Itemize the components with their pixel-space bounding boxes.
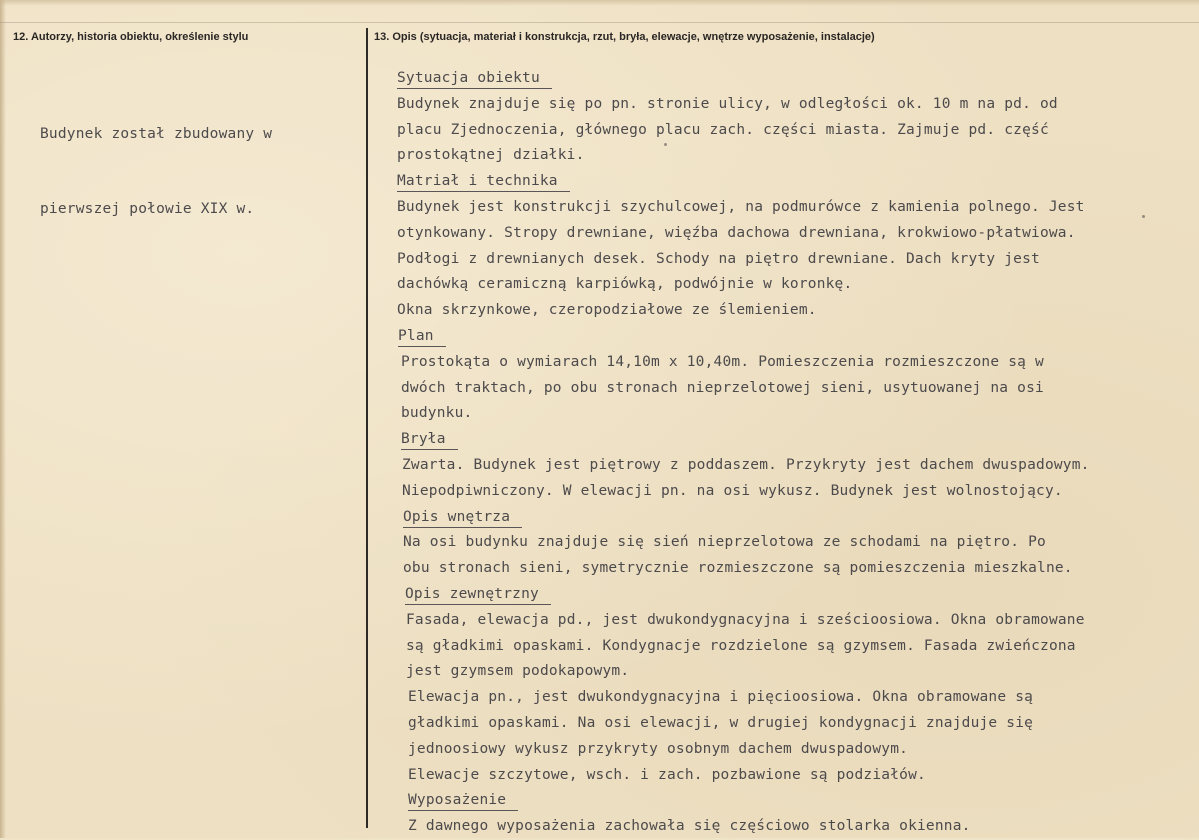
text-line	[397, 350, 1090, 376]
section-heading-text: Opis wnętrza	[403, 508, 522, 528]
text-line-content: Okna skrzynkowe, czeropodziałowe ze ślemieniem.	[397, 302, 817, 319]
field-12-label: 12. Autorzy, historia obiektu, określenie stylu	[13, 31, 249, 43]
field-12-content	[40, 72, 272, 272]
text-line	[397, 195, 1090, 221]
section-heading	[397, 66, 1090, 92]
text-line-content: Niepodpiwniczony. W elewacji pn. na osi wykusz. Budynek jest wolnostojący.	[402, 482, 1063, 499]
section-heading	[397, 505, 1090, 531]
text-line-content: jest gzymsem podokapowym.	[406, 663, 630, 680]
text-line-content: Z dawnego wyposażenia zachowała się częściowo stolarka okienna.	[408, 818, 971, 835]
field-13-label: 13. Opis (sytuacja, materiał i konstrukcja, rzut, bryła, elewacje, wnętrze wyposażenie, instalacje)	[374, 31, 875, 43]
column-divider	[366, 28, 368, 828]
text-line	[397, 143, 1090, 169]
text-line	[397, 401, 1090, 427]
text-line-content: Budynek jest konstrukcji szychulcowej, na podmurówce z kamienia polnego. Jest	[397, 198, 1085, 215]
section-heading	[397, 582, 1090, 608]
header-rule	[0, 22, 1199, 23]
text-line	[397, 608, 1090, 634]
ink-smudge	[1142, 215, 1145, 218]
text-line-content: prostokątnej działki.	[397, 147, 585, 164]
text-line	[397, 556, 1090, 582]
text-line-content: jednoosiowy wykusz przykryty osobnym dachem dwuspadowym.	[408, 740, 909, 757]
field-13-content	[397, 66, 1090, 840]
field-12-line: Budynek został zbudowany w	[40, 126, 273, 142]
ink-smudge	[664, 143, 667, 146]
text-line-content: otynkowany. Stropy drewniane, więźba dachowa drewniana, krokwiowo-płatwiowa.	[397, 224, 1076, 241]
text-line	[397, 814, 1090, 840]
text-line-content: dwóch traktach, po obu stronach nieprzelotowej sieni, usytuowanej na osi	[401, 379, 1044, 396]
text-line	[397, 659, 1090, 685]
text-line	[397, 711, 1090, 737]
section-heading	[397, 427, 1090, 453]
text-line	[397, 685, 1090, 711]
section-heading-text: Sytuacja obiektu	[397, 69, 552, 89]
section-heading	[397, 324, 1090, 350]
text-line-content: są gładkimi opaskami. Kondygnacje rozdzielone są gzymsem. Fasada zwieńczona	[406, 637, 1076, 654]
text-line	[397, 479, 1090, 505]
field-12-line: pierwszej połowie XIX w.	[40, 201, 255, 217]
text-line	[397, 247, 1090, 273]
section-heading-text: Matriał i technika	[397, 172, 570, 192]
section-heading	[397, 169, 1090, 195]
text-line	[397, 737, 1090, 763]
text-line-content: gładkimi opaskami. Na osi elewacji, w drugiej kondygnacji znajduje się	[408, 714, 1034, 731]
text-line	[397, 453, 1090, 479]
text-line-content: dachówką ceramiczną karpiówką, podwójnie w koronkę.	[397, 276, 853, 293]
section-heading-text: Wyposażenie	[408, 791, 518, 811]
text-line	[397, 763, 1090, 789]
text-line-content: Elewacja pn., jest dwukondygnacyjna i pięcioosiowa. Okna obramowane są	[408, 689, 1034, 706]
text-line	[397, 118, 1090, 144]
text-line-content: Elewacje szczytowe, wsch. i zach. pozbawione są podziałów.	[408, 766, 926, 783]
text-line	[397, 530, 1090, 556]
text-line	[397, 272, 1090, 298]
text-line-content: Fasada, elewacja pd., jest dwukondygnacyjna i sześcioosiowa. Okna obramowane	[406, 611, 1085, 628]
text-line	[397, 376, 1090, 402]
text-line	[397, 634, 1090, 660]
text-line-content: placu Zjednoczenia, głównego placu zach. części miasta. Zajmuje pd. część	[397, 121, 1049, 138]
text-line-content: Budynek znajduje się po pn. stronie ulicy, w odległości ok. 10 m na pd. od	[397, 95, 1058, 112]
text-line	[397, 298, 1090, 324]
section-heading-text: Plan	[398, 327, 446, 347]
text-line-content: Zwarta. Budynek jest piętrowy z poddaszem. Przykryty jest dachem dwuspadowym.	[402, 456, 1090, 473]
paper-edge-left	[0, 0, 6, 838]
paper-edge-top	[0, 0, 1199, 6]
text-line	[397, 221, 1090, 247]
text-line-content: Na osi budynku znajduje się sień nieprzelotowa ze schodami na piętro. Po	[403, 534, 1046, 551]
text-line-content: budynku.	[401, 405, 473, 422]
text-line	[397, 92, 1090, 118]
text-line-content: obu stronach sieni, symetrycznie rozmieszczone są pomieszczenia mieszkalne.	[403, 560, 1073, 577]
text-line-content: Prostokąta o wymiarach 14,10m x 10,40m. Pomieszczenia rozmieszczone są w	[401, 353, 1044, 370]
section-heading	[397, 788, 1090, 814]
text-line-content: Podłogi z drewnianych desek. Schody na piętro drewniane. Dach kryty jest	[397, 250, 1040, 267]
section-heading-text: Bryła	[401, 430, 458, 450]
section-heading-text: Opis zewnętrzny	[405, 585, 551, 605]
